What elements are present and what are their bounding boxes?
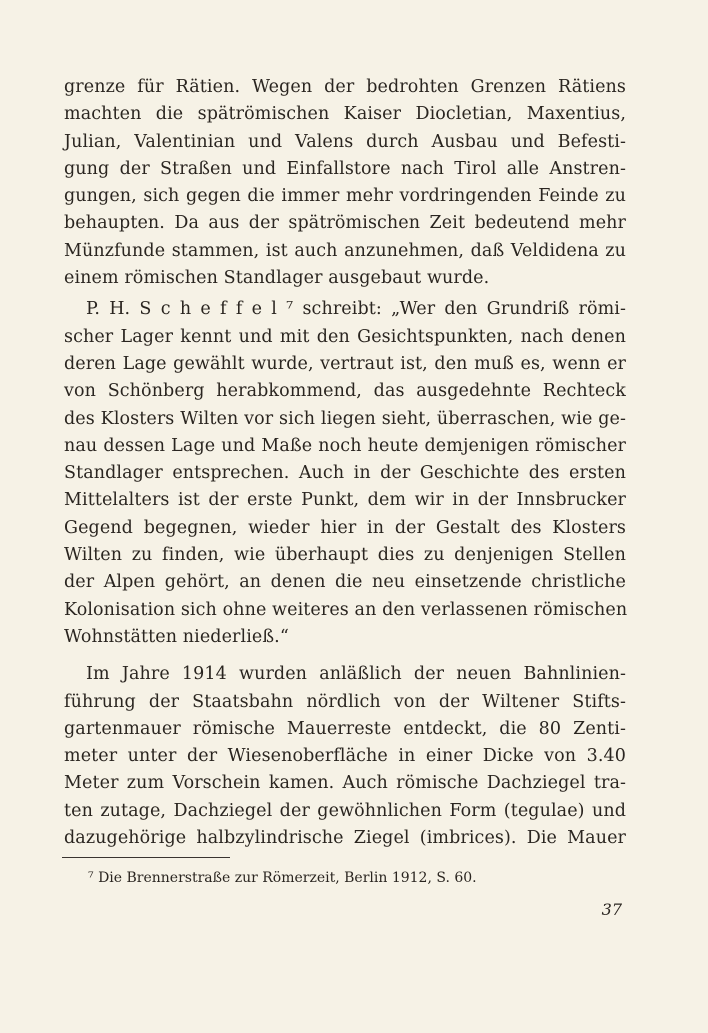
text-line: scher Lager kennt und mit den Gesichtspunkten, nach denen <box>64 326 626 347</box>
text-line: Münzfunde stammen, ist auch anzunehmen, daß Veldidena zu <box>64 240 626 261</box>
text-line: P. H. S c h e f f e l ⁷ schreibt: „Wer den Grundriß römi- <box>86 299 626 320</box>
text-line: des Klosters Wilten vor sich liegen sieht, überraschen, wie ge- <box>64 408 626 429</box>
paragraph-2 <box>64 296 626 651</box>
footnote: ⁷ Die Brennerstraße zur Römerzeit, Berlin 1912, S. 60. <box>88 870 477 886</box>
body-text <box>64 74 626 852</box>
paragraph-3 <box>64 661 626 852</box>
paragraph-1 <box>64 74 626 292</box>
text-line: dazugehörige halbzylindrische Ziegel (imbrices). Die Mauer <box>64 828 626 849</box>
text-line: behaupten. Da aus der spätrömischen Zeit bedeutend mehr <box>64 213 626 234</box>
text-line: Meter zum Vorschein kamen. Auch römische Dachziegel tra- <box>64 773 626 794</box>
text-line: einem römischen Standlager ausgebaut wurde. <box>64 268 490 289</box>
text-line: machten die spätrömischen Kaiser Diocletian, Maxentius, <box>64 104 626 125</box>
text-line: Mittelalters ist der erste Punkt, dem wir in der Innsbrucker <box>64 490 626 511</box>
text-line: von Schönberg herabkommend, das ausgedehnte Rechteck <box>64 381 626 402</box>
text-line: der Alpen gehört, an denen die neu einsetzende christliche <box>64 572 626 593</box>
text-line: deren Lage gewählt wurde, vertraut ist, den muß es, wenn er <box>64 353 626 374</box>
text-line: gartenmauer römische Mauerreste entdeckt, die 80 Zenti- <box>64 718 626 739</box>
text-line: gung der Straßen und Einfallstore nach Tirol alle Anstren- <box>64 158 626 179</box>
text-line: meter unter der Wiesenoberfläche in einer Dicke von 3.40 <box>64 746 626 767</box>
page-number: 37 <box>601 900 622 919</box>
text-line: Julian, Valentinian und Valens durch Ausbau und Befesti- <box>64 131 626 152</box>
text-line: nau dessen Lage und Maße noch heute demjenigen römischer <box>64 435 626 456</box>
text-line: gungen, sich gegen die immer mehr vordringenden Feinde zu <box>64 186 626 207</box>
text-line: Kolonisation sich ohne weiteres an den verlassenen römischen <box>64 599 628 620</box>
footnote-divider <box>62 857 230 858</box>
text-line: Im Jahre 1914 wurden anläßlich der neuen Bahnlinien- <box>86 664 626 685</box>
text-line: grenze für Rätien. Wegen der bedrohten Grenzen Rätiens <box>64 77 626 97</box>
text-line: Standlager entsprechen. Auch in der Geschichte des ersten <box>64 463 626 484</box>
text-line: Wohnstätten niederließ.“ <box>64 626 289 647</box>
text-line: ten zutage, Dachziegel der gewöhnlichen Form (tegulae) und <box>64 800 626 821</box>
text-line: Gegend begegnen, wieder hier in der Gestalt des Klosters <box>64 517 626 538</box>
text-line: führung der Staatsbahn nördlich von der Wiltener Stifts- <box>64 691 626 712</box>
text-line: Wilten zu finden, wie überhaupt dies zu denjenigen Stellen <box>64 545 626 566</box>
